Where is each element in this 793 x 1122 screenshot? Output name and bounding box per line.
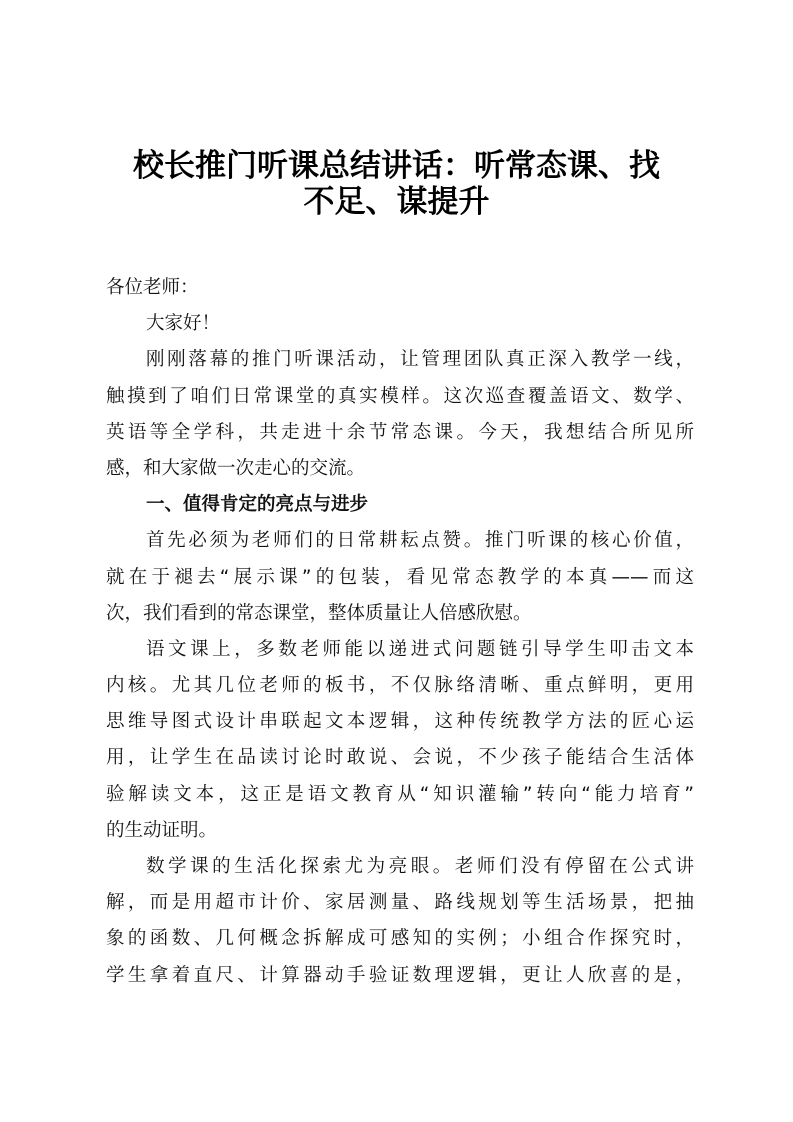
paragraph-line: 首先必须为老师们的日常耕耘点赞。推门听课的核心价值， bbox=[146, 530, 694, 552]
paragraph-line: 思维导图式设计串联起文本逻辑，这种传统教学方法的匠心运 bbox=[106, 711, 694, 733]
greeting: 大家好！ bbox=[146, 313, 221, 335]
paragraph-line: 英语等全学科，共走进十余节常态课。今天，我想结合所见所 bbox=[106, 421, 694, 443]
paragraph-line: 刚刚落幕的推门听课活动，让管理团队真正深入教学一线， bbox=[146, 349, 694, 371]
paragraph-line: 感，和大家做一次走心的交流。 bbox=[106, 457, 366, 479]
title-line-1: 校长推门听课总结讲话：听常态课、找 bbox=[133, 148, 660, 184]
document-body bbox=[106, 270, 694, 994]
paragraph-line: 验解读文本，这正是语文教育从“知识灌输”转向“能力培育” bbox=[106, 783, 694, 805]
paragraph-line: 触摸到了咱们日常课堂的真实模样。这次巡查覆盖语文、数学、 bbox=[106, 385, 694, 407]
paragraph-intro bbox=[106, 342, 694, 487]
paragraph-line: 象的函数、几何概念拆解成可感知的实例；小组合作探究时， bbox=[106, 928, 694, 950]
paragraph-line: 内核。尤其几位老师的板书，不仅脉络清晰、重点鲜明，更用 bbox=[106, 675, 694, 697]
paragraph-line: 学生拿着直尺、计算器动手验证数理逻辑，更让人欣喜的是， bbox=[106, 964, 694, 986]
document-title bbox=[90, 148, 703, 220]
title-line-2: 不足、谋提升 bbox=[303, 184, 490, 220]
paragraph-line: 次，我们看到的常态课堂，整体质量让人倍感欣慰。 bbox=[106, 602, 532, 624]
paragraph-line: 的生动证明。 bbox=[106, 819, 218, 841]
paragraph-line: 解，而是用超市计价、家居测量、路线规划等生活场景，把抽 bbox=[106, 892, 694, 914]
paragraph-math-class bbox=[106, 849, 694, 994]
paragraph-chinese-class bbox=[106, 632, 694, 849]
paragraph-line: 就在于褪去“展示课”的包装，看见常态教学的本真——而这 bbox=[106, 566, 694, 588]
salutation: 各位老师： bbox=[106, 277, 199, 298]
paragraph-line: 用，让学生在品读讨论时敢说、会说，不少孩子能结合生活体 bbox=[106, 747, 694, 769]
paragraph-line: 语文课上，多数老师能以递进式问题链引导学生叩击文本 bbox=[146, 638, 694, 660]
paragraph-praise bbox=[106, 523, 694, 632]
paragraph-line: 数学课的生活化探索尤为亮眼。老师们没有停留在公式讲 bbox=[146, 856, 694, 877]
section-heading: 一、值得肯定的亮点与进步 bbox=[146, 494, 369, 516]
